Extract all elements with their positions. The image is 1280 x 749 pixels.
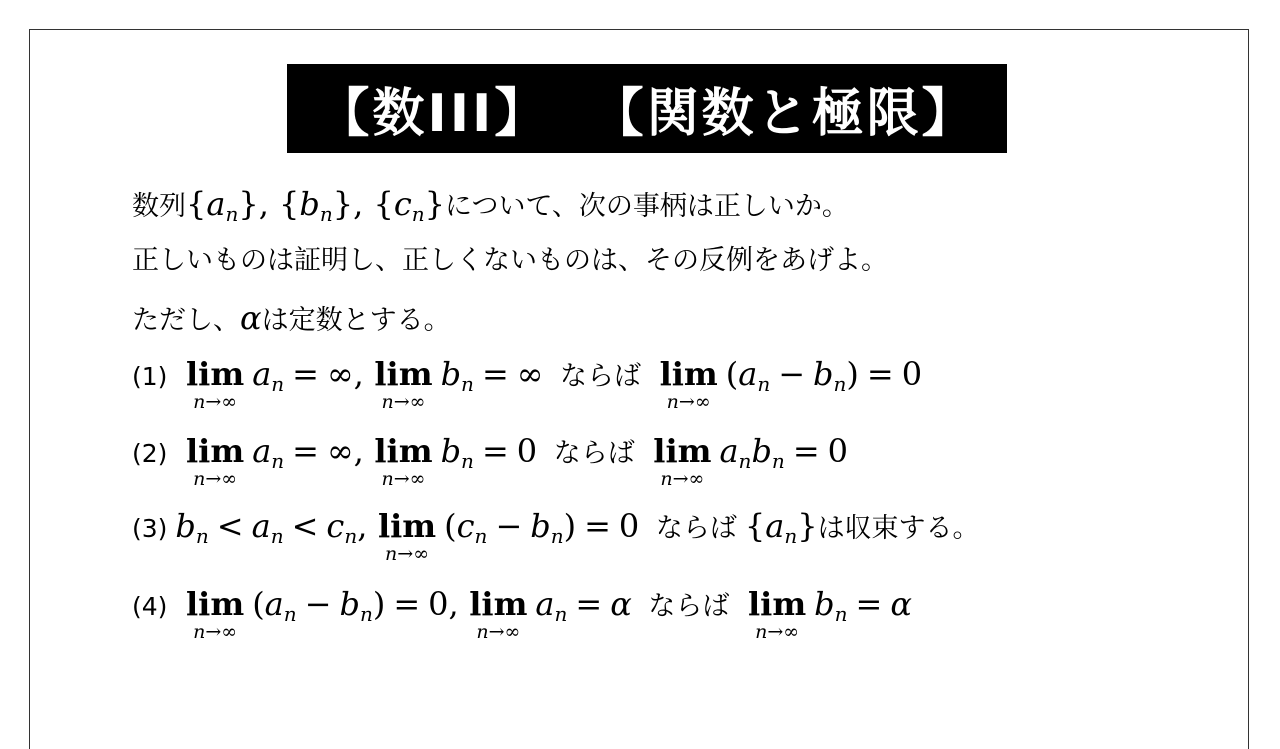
item-2: (2) lim n→∞ $a_n$ = ∞, lim n→∞ $b_n = 0$ ならば lim n→∞ $a_nb_n = 0$ [132,432,848,490]
banner-title-left: 【数III】 [317,84,550,144]
limit: lim n→∞ [377,507,437,565]
item-3: (3) $b_n < a_n < c_n$, lim n→∞ $(c_n - b_n) = 0$ ならば $\{a_n\}$は収束する。 [132,507,980,565]
intro-line-3 [132,299,451,337]
item-4-number: (4) [132,592,168,621]
limit: lim n→∞ [374,432,433,490]
sequence-set-a: $\{a_n\}$, $\{b_n\}$, $\{c_n\}$ [186,185,445,226]
intro-line-2: 正しいものは証明し、正しくないものは、その反例をあげよ。 [132,245,888,276]
limit: lim n→∞ [653,432,712,490]
item-2-number: (2) [132,439,168,468]
limit: lim n→∞ [748,585,807,643]
title-banner [287,64,1007,153]
limit: lim n→∞ [469,585,528,643]
banner-spacer [549,79,591,139]
limit: lim n→∞ [659,355,718,413]
intro-line-1 [132,185,849,228]
alpha-symbol: α [240,299,262,337]
limit: lim n→∞ [186,355,245,413]
item-3-number: (3) [132,514,168,543]
intro-line3-suffix: は定数とする。 [261,305,451,336]
item-1-connector: ならば [560,361,641,392]
banner-title-right: 【関数と極限】 [591,84,977,144]
intro-prefix: 数列 [132,191,186,222]
item-4-connector: ならば [648,591,730,622]
item-3-tail: は収束する。 [817,513,980,544]
item-1: (1) lim n→∞ $a_n$ = ∞, lim n→∞ $b_n$ = ∞ ならば lim n→∞ $(a_n - b_n) = 0$ [132,355,923,413]
intro-suffix: について、次の事柄は正しいか。 [445,191,849,222]
item-2-connector: ならば [553,438,635,469]
item-3-connector: ならば [655,513,737,544]
limit: lim n→∞ [374,355,433,413]
intro-line3-prefix: ただし、 [132,305,240,336]
limit: lim n→∞ [186,585,245,643]
limit: lim n→∞ [186,432,245,490]
item-1-number: (1) [132,362,168,391]
item-4: (4) lim n→∞ $(a_n - b_n) = 0$, lim n→∞ $a_n = \alpha$ ならば lim n→∞ $b_n = \alpha$ [132,585,912,643]
